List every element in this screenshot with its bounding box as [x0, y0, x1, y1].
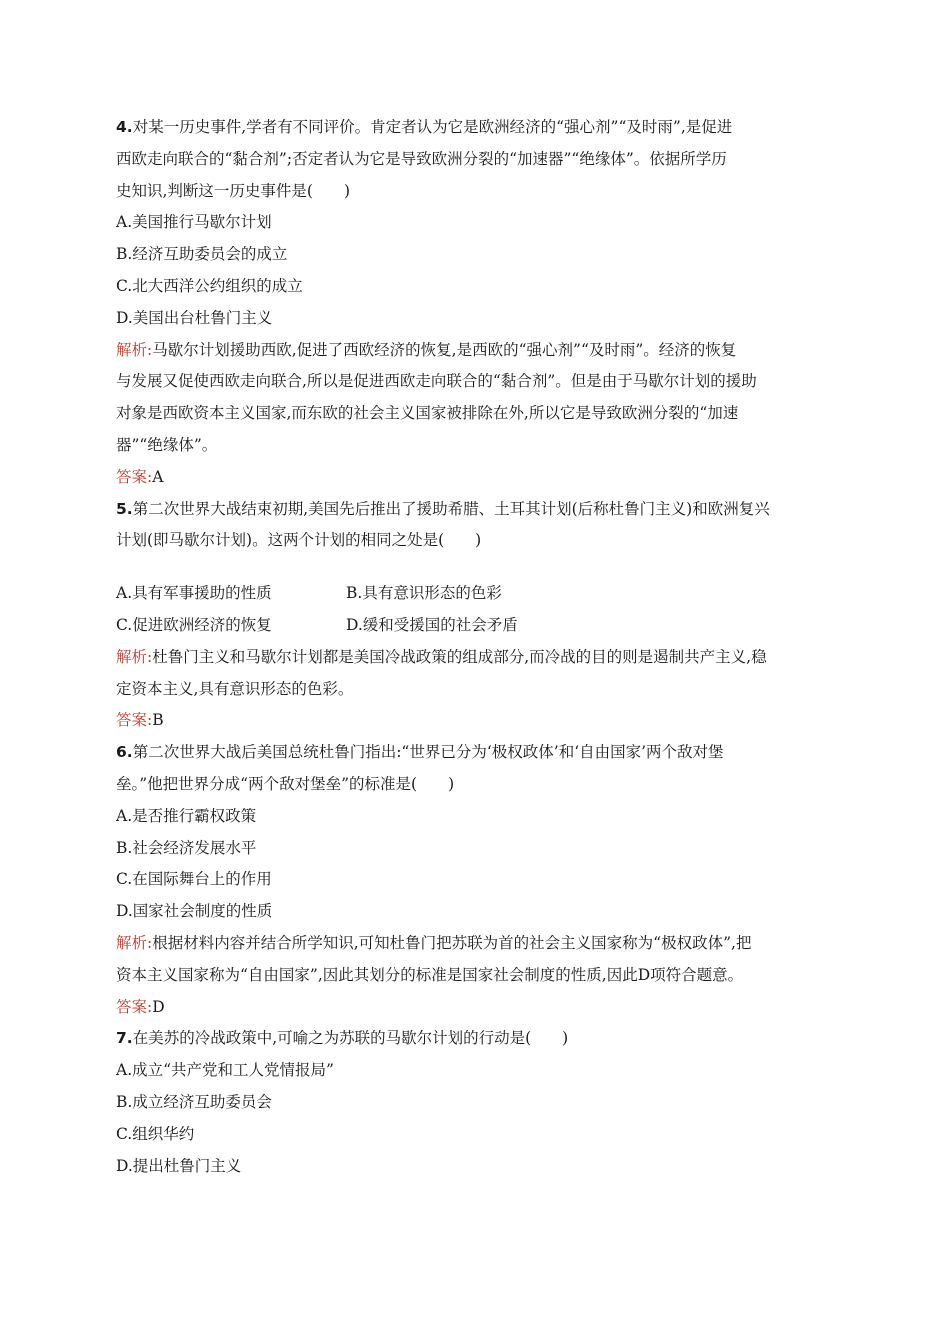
answer-label: 答案:: [116, 467, 153, 486]
option-c: C.在国际舞台上的作用: [116, 870, 272, 889]
question-number: 7.: [116, 1029, 133, 1048]
option-b: B.社会经济发展水平: [116, 838, 257, 857]
question-number: 4.: [116, 118, 133, 136]
answer-line: [116, 705, 832, 737]
question-5: [116, 494, 832, 738]
option-a: A.美国推行马歇尔计划: [116, 213, 272, 232]
analysis-line: 解析:马歇尔计划援助西欧,促进了西欧经济的恢复,是西欧的“强心剂”“及时雨”。经济的恢复: [116, 340, 737, 359]
option-c: C.组织华约: [116, 1124, 195, 1143]
option-b: B.具有意识形态的色彩: [346, 584, 502, 603]
option-a: A.是否推行霸权政策: [116, 806, 257, 825]
question-stem-line: 史知识,判断这一历史事件是( ): [116, 181, 351, 200]
answer-label: 答案:: [116, 997, 153, 1016]
question-stem-line: 计划(即马歇尔计划)。这两个计划的相同之处是( ): [116, 531, 482, 550]
analysis-label: 解析:: [116, 340, 153, 359]
analysis-line: 解析:杜鲁门主义和马歇尔计划都是美国冷战政策的组成部分,而冷战的目的则是遏制共产主义,稳: [116, 647, 767, 666]
option-d: D.美国出台杜鲁门主义: [116, 308, 273, 327]
analysis-label: 解析:: [116, 647, 153, 666]
question-4: [116, 112, 832, 494]
option-d: D.国家社会制度的性质: [116, 902, 273, 921]
spacer: [116, 557, 832, 578]
analysis-line: 与发展又促使西欧走向联合,所以是促进西欧走向联合的“黏合剂”。但是由于马歇尔计划的援助: [116, 372, 757, 391]
option-d: D.提出杜鲁门主义: [116, 1156, 242, 1175]
option-a: A.成立“共产党和工人党情报局”: [116, 1061, 334, 1080]
analysis-line: 器”“绝缘体”。: [116, 435, 218, 454]
question-stem-line: 6.第二次世界大战后美国总统杜鲁门指出:“世界已分为‘极权政体’和‘自由国家’两个敌对堡: [116, 743, 724, 762]
answer-line: [116, 992, 832, 1024]
document-page: [116, 112, 832, 1182]
option-row: [116, 610, 832, 642]
option-c: C.北大西洋公约组织的成立: [116, 276, 303, 295]
question-number: 6.: [116, 743, 133, 762]
option-a: A.具有军事援助的性质: [116, 584, 272, 603]
answer-line: [116, 462, 832, 494]
question-stem-line: 5.第二次世界大战结束初期,美国先后推出了援助希腊、土耳其计划(后称杜鲁门主义)和欧洲复兴: [116, 499, 770, 518]
analysis-line: 解析:根据材料内容并结合所学知识,可知杜鲁门把苏联为首的社会主义国家称为“极权政体”,把: [116, 933, 752, 952]
analysis-label: 解析:: [116, 933, 153, 952]
answer-value: A: [152, 467, 164, 486]
analysis-line: 定资本主义,具有意识形态的色彩。: [116, 679, 354, 698]
question-number: 5.: [116, 499, 133, 518]
option-b: B.经济互助委员会的成立: [116, 245, 288, 264]
analysis-line: 资本主义国家称为“自由国家”,因此其划分的标准是国家社会制度的性质,因此D项符合题意。: [116, 965, 744, 984]
option-row: [116, 578, 832, 610]
option-b: B.成立经济互助委员会: [116, 1092, 272, 1111]
question-7: [116, 1023, 832, 1182]
answer-label: 答案:: [116, 711, 153, 730]
question-stem-line: 垒。”他把世界分成“两个敌对堡垒”的标准是( ): [116, 774, 455, 793]
analysis-line: 对象是西欧资本主义国家,而东欧的社会主义国家被排除在外,所以它是导致欧洲分裂的“加速: [116, 404, 739, 423]
question-6: [116, 737, 832, 1023]
answer-value: B: [152, 711, 164, 730]
question-stem-line: 西欧走向联合的“黏合剂”;否定者认为它是导致欧洲分裂的“加速器”“绝缘体”。依据所学历: [116, 149, 727, 168]
question-stem-line: 4.对某一历史事件,学者有不同评价。肯定者认为它是欧洲经济的“强心剂”“及时雨”,是促进: [116, 118, 733, 136]
question-stem-line: 7.在美苏的冷战政策中,可喻之为苏联的马歇尔计划的行动是( ): [116, 1029, 569, 1048]
answer-value: D: [152, 997, 165, 1016]
option-d: D.缓和受援国的社会矛盾: [346, 615, 518, 634]
option-c: C.促进欧洲经济的恢复: [116, 615, 272, 634]
